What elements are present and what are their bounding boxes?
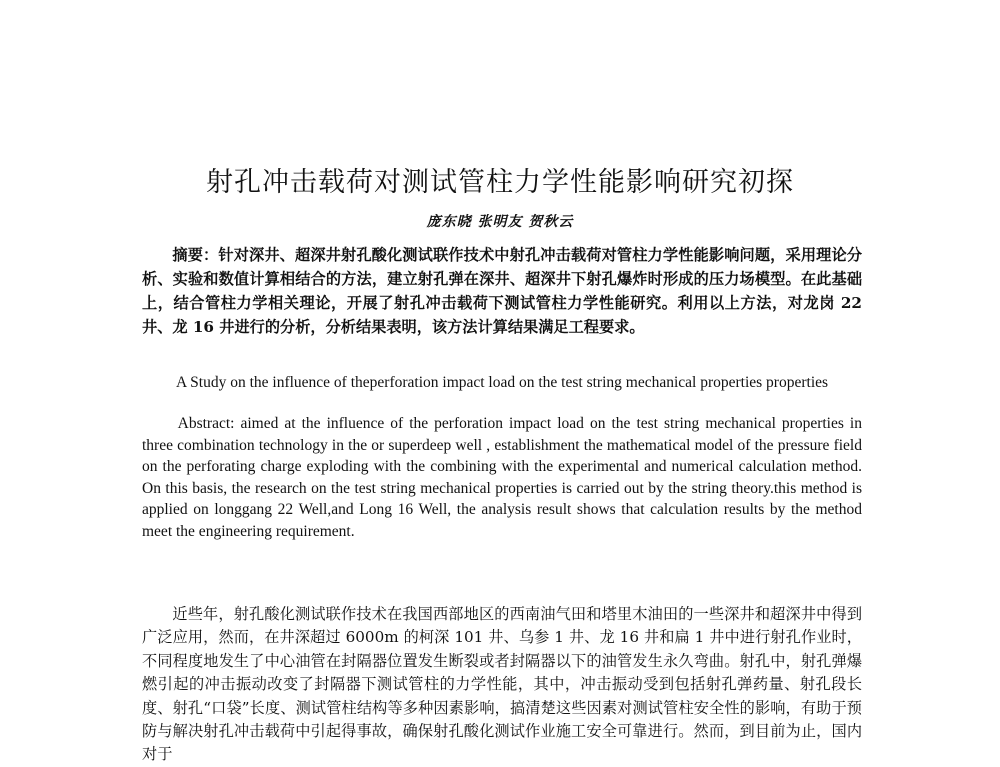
paper-authors: 庞东晓 张明友 贺秋云 — [426, 214, 574, 230]
english-abstract-label: Abstract: — [177, 415, 235, 432]
english-abstract — [142, 413, 862, 542]
chinese-abstract-label: 摘要： — [172, 246, 219, 264]
paper-title: 射孔冲击载荷对测试管柱力学性能影响研究初探 — [206, 167, 794, 198]
chinese-abstract-text: 针对深井、超深井射孔酸化测试联作技术中射孔冲击载荷对管柱力学性能影响问题，采用理论分析、实验和数值计算相结合的方法，建立射孔弹在深井、超深井下射孔爆炸时形成的压力场模型。在此基础上，结合管柱力学相关理论，开展了射孔冲击载荷下测试管柱力学性能研究。利用以上方法，对龙岗 22 井、龙 16 井进行的分析，分析结果表明，该方法计算结果满足工程要求。 — [142, 246, 863, 336]
english-title: A Study on the influence of theperforation impact load on the test string mechanical properties properties — [175, 374, 829, 391]
body-paragraph: 近些年，射孔酸化测试联作技术在我国西部地区的西南油气田和塔里木油田的一些深井和超深井中得到广泛应用，然而，在井深超过 6000m 的柯深 101 井、乌参 1 井、龙 16 井和扁 1 井中进行射孔作业时，不同程度地发生了中心油管在封隔器位置发生断裂或者封隔器以下的油管发生永久弯曲。射孔中，射孔弹爆燃引起的冲击振动改变了封隔器下测试管柱的力学性能，其中，冲击振动受到包括射孔弹药量、射孔段长度、射孔“口袋”长度、测试管柱结构等多种因素影响，搞清楚这些因素对测试管柱安全性的影响，有助于预防与解决射孔冲击载荷中引起得事故，确保射孔酸化测试作业施工安全可靠进行。然而，到目前为止，国内对于 — [142, 605, 862, 764]
english-abstract-text: aimed at the influence of the perforation impact load on the test string mechanical properties in three combination technology in the or superdeep well , establishment the mathematical model of the pressure field on the perforating charge exploding with the combining with the experimental and numerical calculation method. On this basis, the research on the test string mechanical properties is carried out by the string theory.this method is applied on longgang 22 Well,and Long 16 Well, the analysis result shows that calculation results by the method meet the engineering requirement. — [142, 415, 862, 540]
chinese-abstract — [142, 243, 862, 339]
